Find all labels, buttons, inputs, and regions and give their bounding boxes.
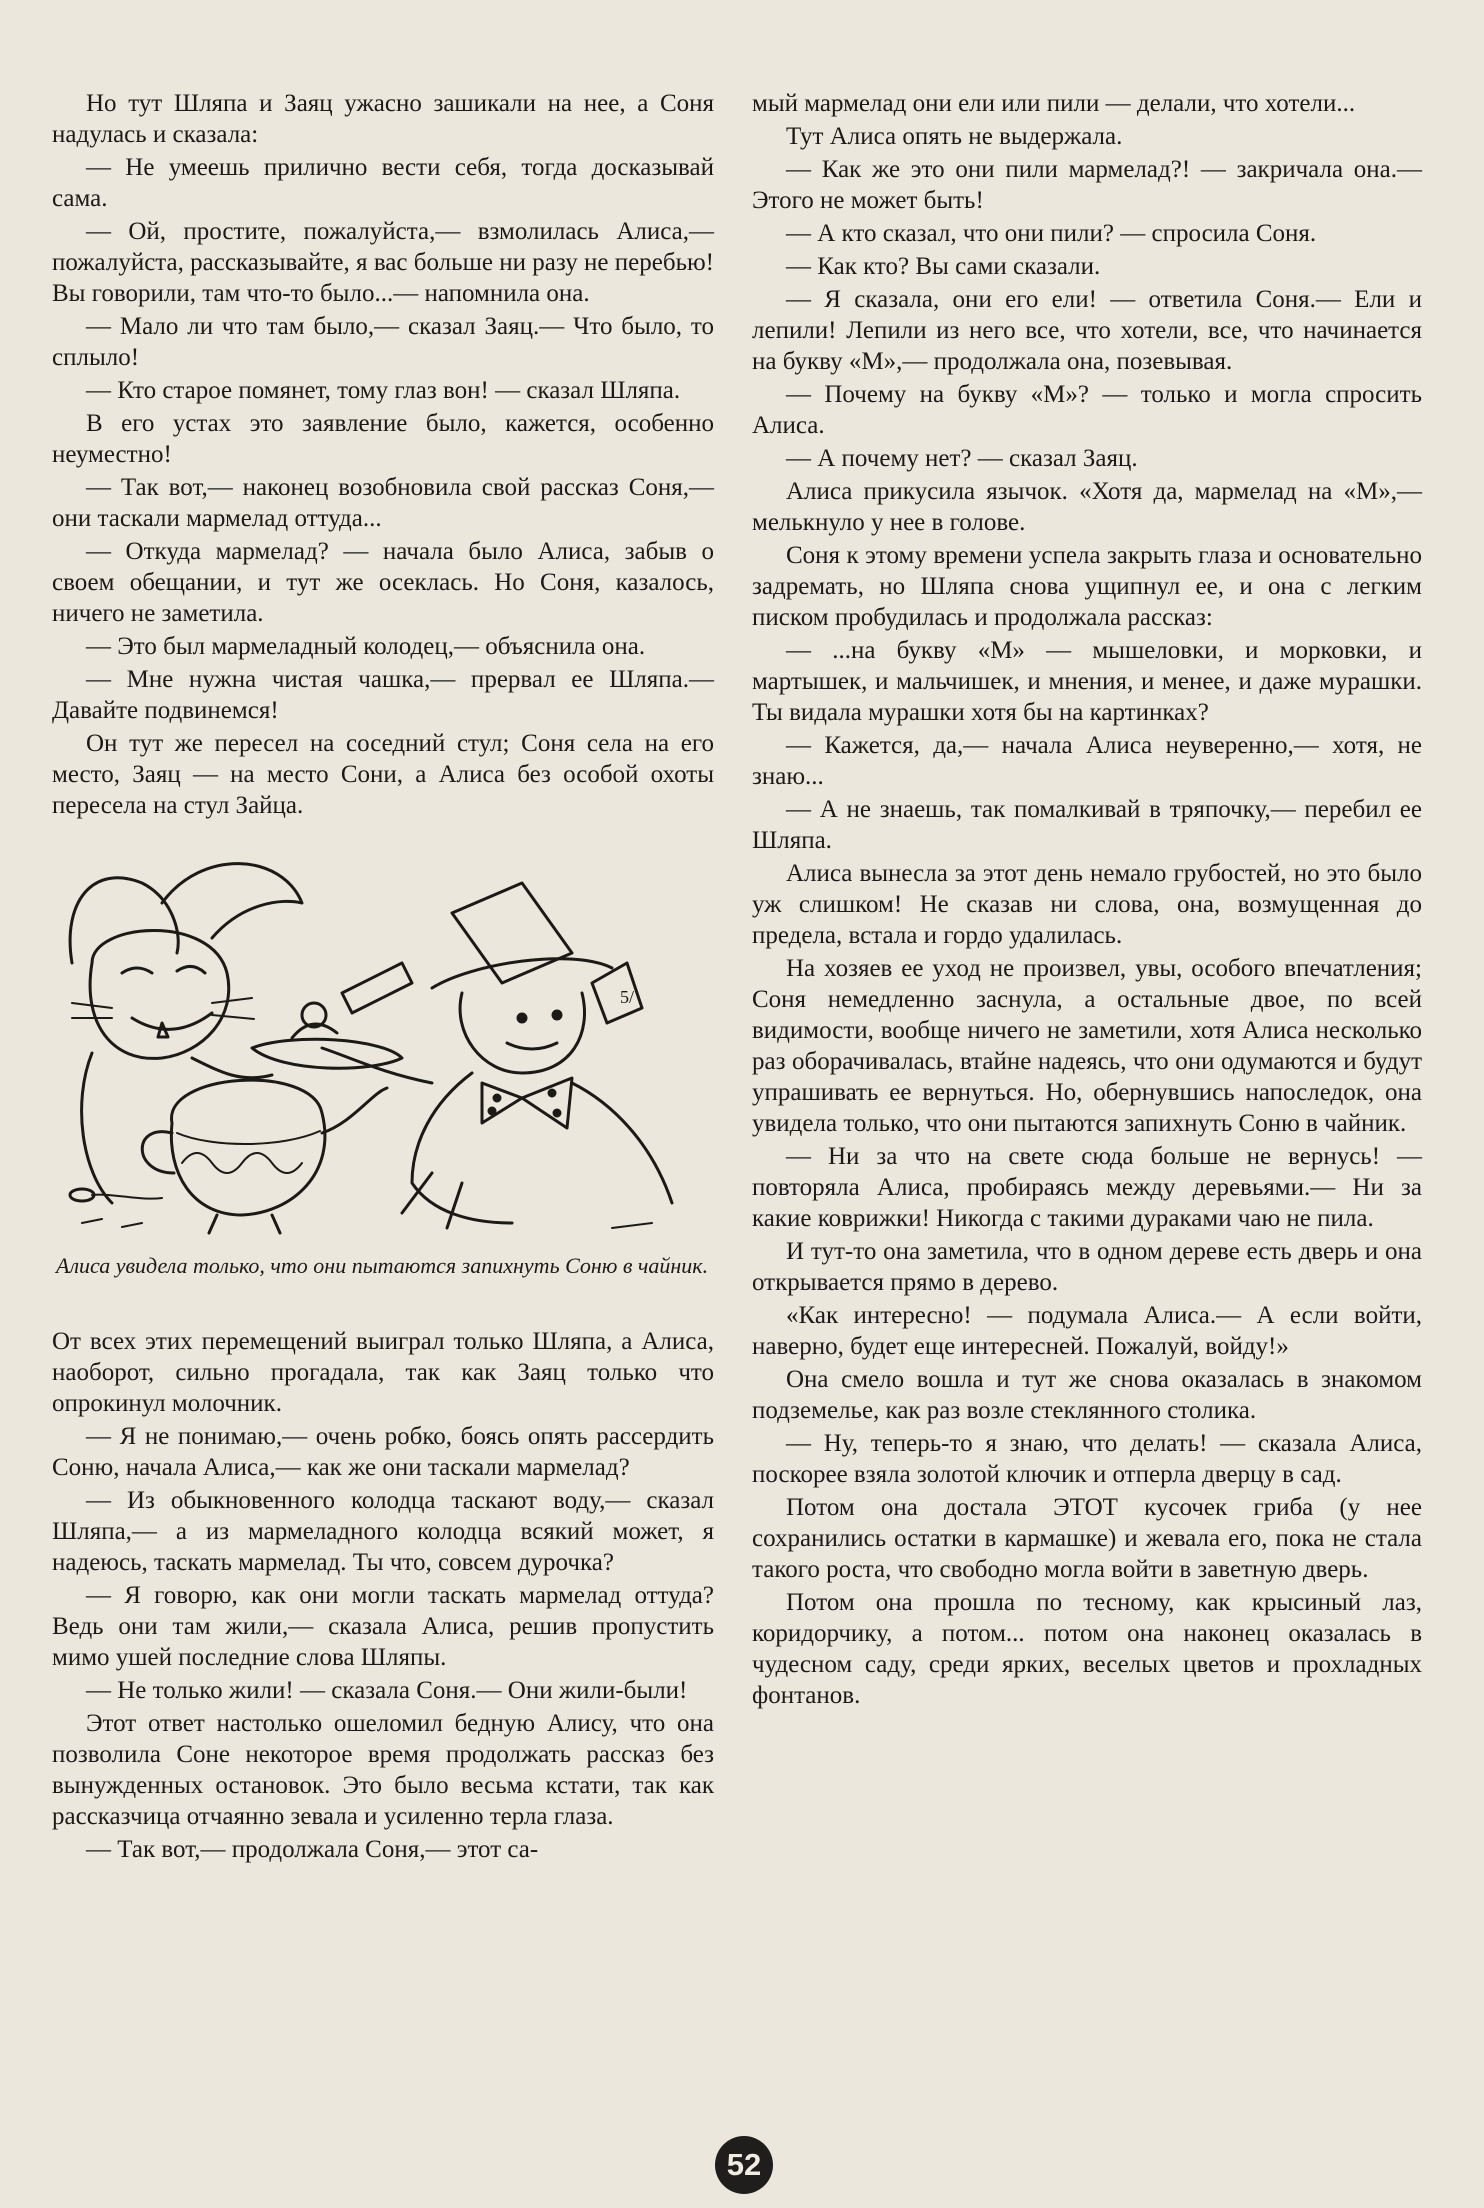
knife	[342, 963, 412, 1013]
left-text-bottom	[52, 1326, 714, 1865]
right-text	[752, 88, 1422, 1711]
paragraph: — А почему нет? — сказал Заяц.	[786, 445, 1138, 472]
paragraph: — Как же это они пили мармелад?! — закричала она.— Этого не может быть!	[752, 156, 1422, 214]
paragraph: Потом она прошла по тесному, как крысиный лаз, коридорчику, а потом... потом она наконец оказалась в чудесном саду, среди ярких, веселых цветов и прохладных фонтанов.	[752, 1589, 1422, 1709]
paragraph: — Откуда мармелад? — начала было Алиса, забыв о своем обещании, и тут же осеклась. Но Соня, казалось, ничего не заметила.	[52, 538, 714, 627]
hatter-bowtie	[482, 1078, 572, 1128]
hatter-face	[460, 993, 584, 1073]
paragraph: Соня к этому времени успела закрыть глаза и основательно задремать, но Шляпа снова ущипнул ее, и она с легким писком пробудилась и продолжала рассказ:	[752, 542, 1422, 631]
paragraph: — Как кто? Вы сами сказали.	[786, 253, 1101, 280]
right-column	[752, 88, 1422, 1713]
paragraph: Этот ответ настолько ошеломил бедную Алису, что она позволила Соне некоторое время продолжать рассказ без вынужденных остановок. Это было весьма кстати, так как рассказчица отчаянно зевала и усиленно терла глаза.	[52, 1710, 714, 1830]
paragraph: — Не только жили! — сказала Соня.— Они жили-были!	[86, 1677, 688, 1704]
paragraph: — А не знаешь, так помалкивай в тряпочку,— перебил ее Шляпа.	[752, 796, 1422, 854]
paragraph: — Я говорю, как они могли таскать мармелад оттуда? Ведь они там жили,— сказала Алиса, решив пропустить мимо ушей последние слова Шляпы.	[52, 1582, 714, 1671]
paragraph: — Мало ли что там было,— сказал Заяц.— Что было, то сплыло!	[52, 313, 714, 371]
paragraph: — Ну, теперь-то я знаю, что делать! — сказала Алиса, поскорее взяла золотой ключик и отперла дверцу в сад.	[752, 1430, 1422, 1488]
paragraph: — Мне нужна чистая чашка,— прервал ее Шляпа.— Давайте подвинемся!	[52, 666, 714, 724]
paragraph: — Кто старое помянет, тому глаз вон! — сказал Шляпа.	[86, 377, 681, 404]
paragraph: Тут Алиса опять не выдержала.	[786, 123, 1123, 150]
paragraph: Она смело вошла и тут же снова оказалась в знакомом подземелье, как раз возле стеклянного столика.	[752, 1366, 1422, 1424]
page-number: 52	[715, 2136, 773, 2194]
paragraph: И тут-то она заметила, что в одном дереве есть дверь и она открывается прямо в дерево.	[752, 1238, 1422, 1296]
mad-tea-party-drawing	[52, 843, 714, 1241]
paragraph: — Я сказала, они его ели! — ответила Соня.— Ели и лепили! Лепили из него все, что хотели, все, что начинается на букву «М»,— продолжала она, позевывая.	[752, 286, 1422, 375]
hare-ear-right	[162, 864, 302, 938]
paragraph: — Не умеешь прилично вести себя, тогда досказывай сама.	[52, 154, 714, 212]
paragraph: — Кажется, да,— начала Алиса неуверенно,— хотя, не знаю...	[752, 732, 1422, 790]
paragraph: — Я не понимаю,— очень робко, боясь опять рассердить Соню, начала Алиса,— как же они таскали мармелад?	[52, 1423, 714, 1481]
hare-ear-left	[70, 878, 178, 963]
paragraph: В его устах это заявление было, кажется, особенно неуместно!	[52, 410, 714, 468]
hare-head	[90, 931, 229, 1059]
paragraph: — Ой, простите, пожалуйста,— взмолилась Алиса,— пожалуйста, рассказывайте, я вас больше ни разу не перебью! Вы говорили, там что-то было...— напомнила она.	[52, 218, 714, 307]
paragraph: — Это был мармеладный колодец,— объяснила она.	[86, 633, 646, 660]
paragraph: От всех этих перемещений выиграл только Шляпа, а Алиса, наоборот, сильно прогадала, так как Заяц только что опрокинул молочник.	[52, 1328, 714, 1417]
paragraph: — Из обыкновенного колодца таскают воду,— сказал Шляпа,— а из мармеладного колодца всякий может, я надеюсь, таскать мармелад. Ты что, совсем дурочка?	[52, 1487, 714, 1576]
paragraph: Он тут же пересел на соседний стул; Соня села на его место, Заяц — на место Сони, а Алиса без особой охоты пересела на стул Зайца.	[52, 730, 714, 819]
paragraph: — ...на букву «М» — мышеловки, и морковки, и мартышек, и мальчишек, и мнения, и менее, и даже мурашки. Ты видала мурашки хотя бы на картинках?	[752, 637, 1422, 726]
teapot-body	[171, 1080, 325, 1215]
paragraph: — Почему на букву «М»? — только и могла спросить Алиса.	[752, 381, 1422, 439]
paragraph: На хозяев ее уход не произвел, увы, особого впечатления; Соня немедленно заснула, а остальные двое, по всей видимости, вообще ничего не заметили, хотя Алиса несколько раз оборачивалась, втайне надеясь, что они одумаются и будут упрашивать ее вернуться. Но, обернувшись напоследок, она увидела только, что они пытаются запихнуть Соню в чайник.	[752, 955, 1422, 1137]
paragraph: «Как интересно! — подумала Алиса.— А если войти, наверно, будет еще интересней. Пожалуй, войду!»	[752, 1302, 1422, 1360]
paragraph: мый мармелад они ели или пили — делали, что хотели...	[752, 90, 1356, 117]
illustration-caption: Алиса увидела только, что они пытаются запихнуть Соню в чайник.	[56, 1253, 709, 1278]
spoon	[70, 1189, 94, 1201]
paragraph: Алиса прикусила язычок. «Хотя да, мармелад на «М»,— мелькнуло у нее в голове.	[752, 478, 1422, 536]
paragraph: — Так вот,— продолжала Соня,— этот са-	[86, 1836, 539, 1863]
left-text-top	[52, 88, 714, 821]
illustration-mad-tea-party	[52, 843, 714, 1241]
paragraph: Но тут Шляпа и Заяц ужасно зашикали на нее, а Соня надулась и сказала:	[52, 90, 714, 148]
teapot-spout	[322, 1088, 387, 1133]
hatter-hat	[452, 883, 572, 983]
paragraph: — Ни за что на свете сюда больше не вернусь! — повторяла Алиса, пробираясь между деревьями.— Ни за какие коврижки! Никогда с такими дураками чаю не пила.	[752, 1143, 1422, 1232]
hat-price-tag	[592, 963, 642, 1023]
paragraph: Алиса вынесла за этот день немало грубостей, но это было уж слишком! Не сказав ни слова, она, возмущенная до предела, встала и гордо удалилась.	[752, 860, 1422, 949]
left-column	[52, 88, 714, 1867]
paragraph: — Так вот,— наконец возобновила свой рассказ Соня,— они таскали мармелад оттуда...	[52, 474, 714, 532]
teapot-handle	[142, 1132, 174, 1173]
hat-label: 5/	[620, 987, 635, 1007]
paragraph: Потом она достала ЭТОТ кусочек гриба (у нее сохранились остатки в кармашке) и жевала его, пока не стала такого роста, что свободно могла войти в заветную дверь.	[752, 1494, 1422, 1583]
paragraph: — А кто сказал, что они пили? — спросила Соня.	[786, 220, 1317, 247]
